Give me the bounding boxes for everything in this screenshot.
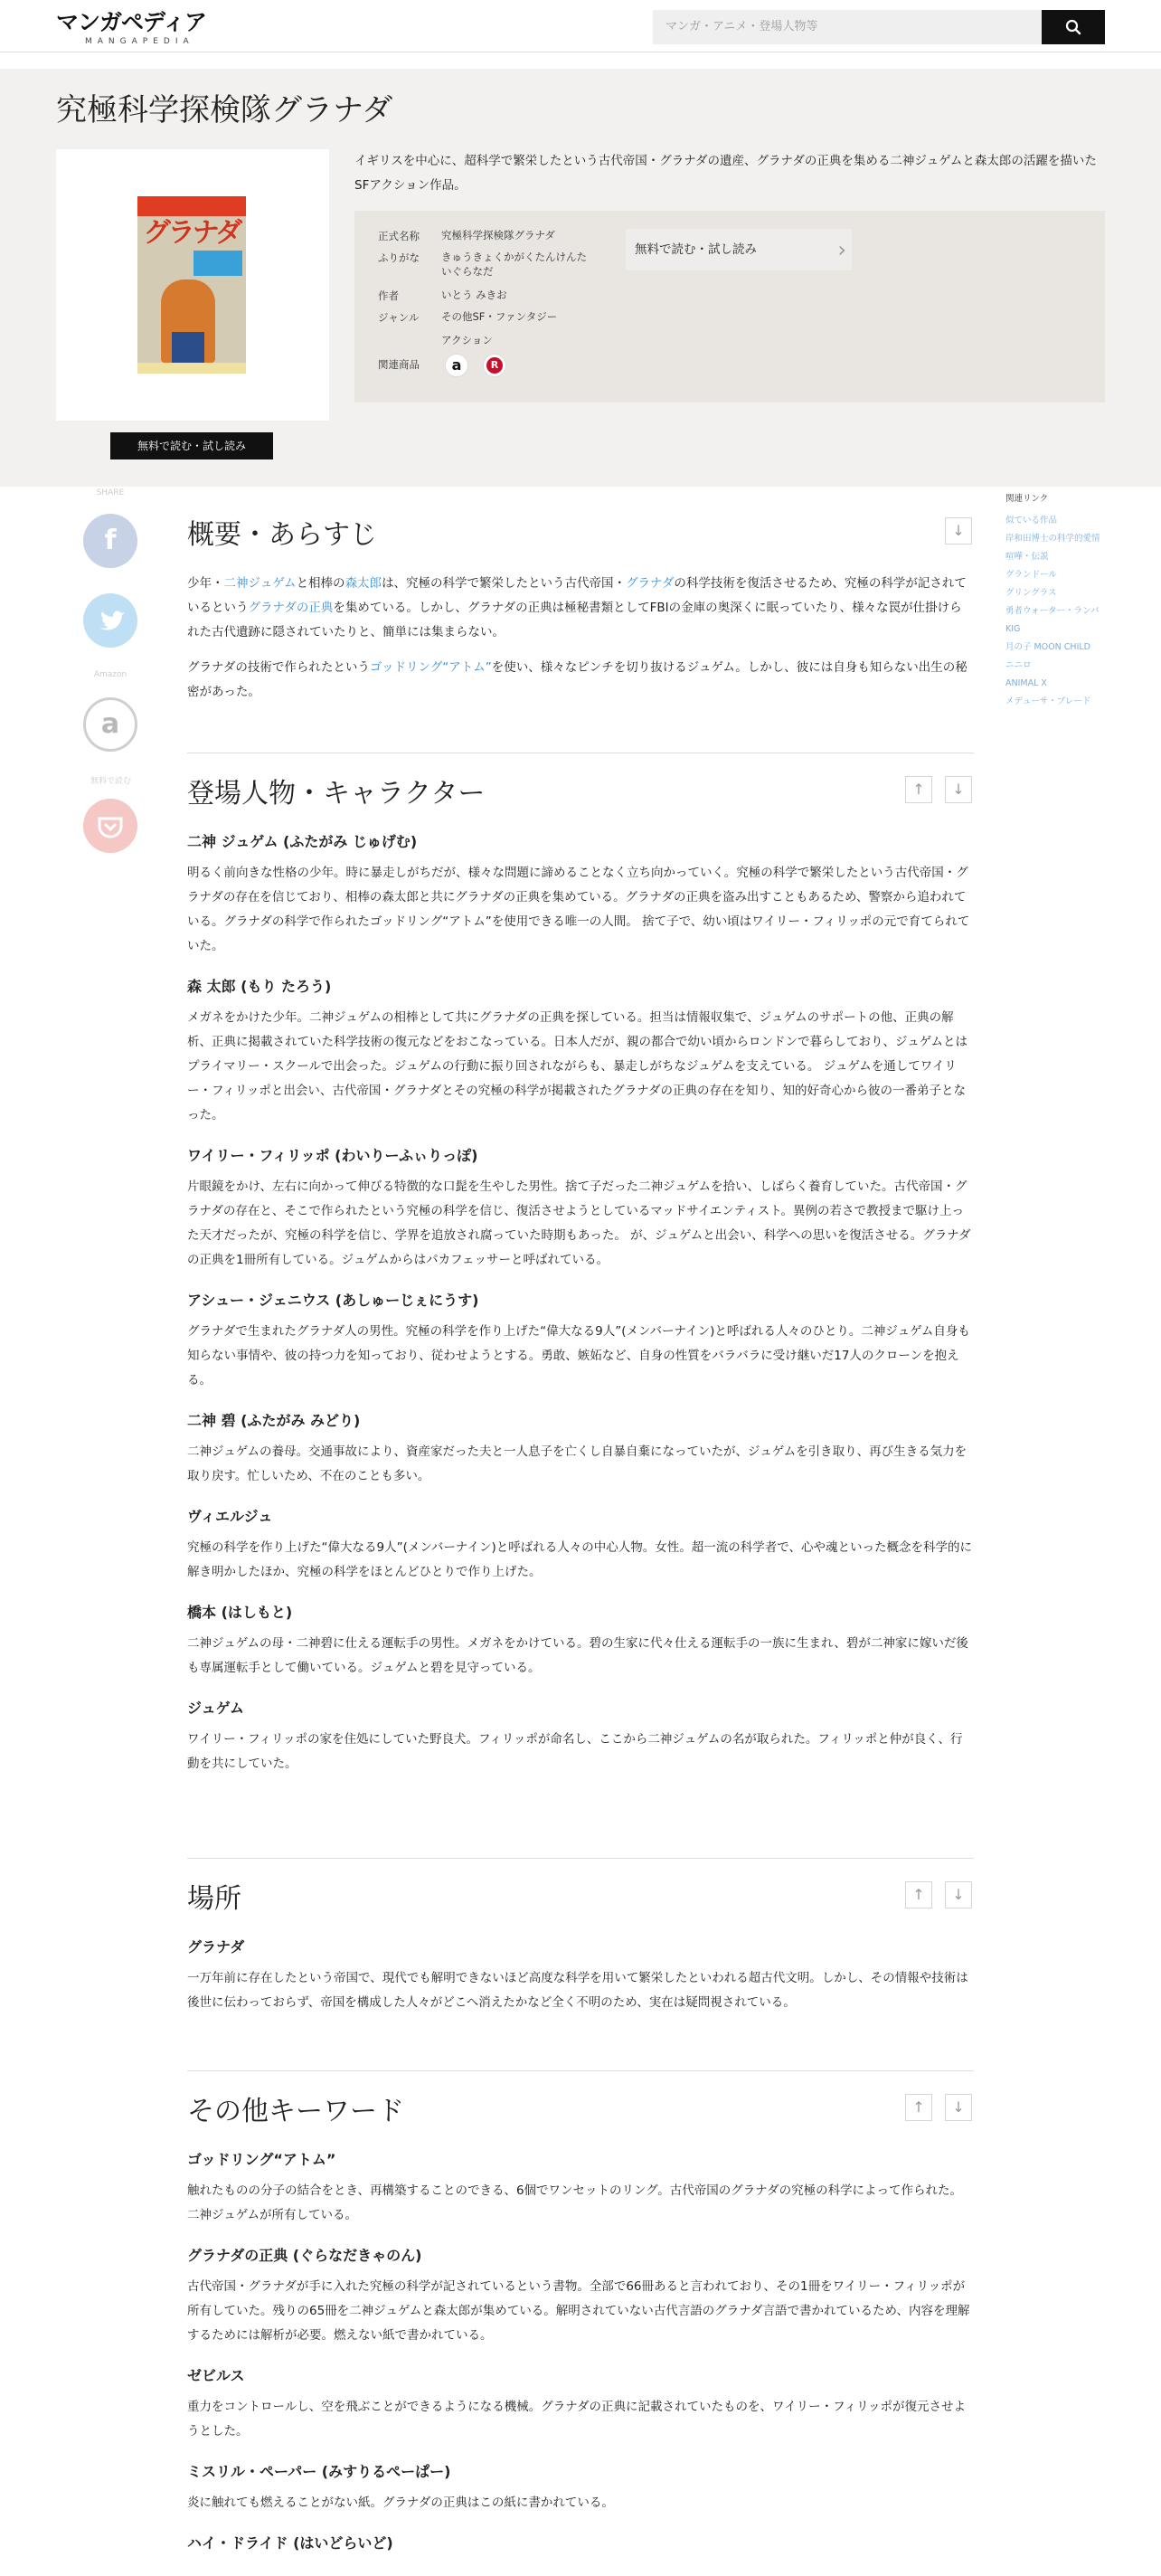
- arrow-down-icon: ↓: [952, 781, 965, 798]
- scroll-down-button[interactable]: [945, 776, 972, 803]
- cover-band: [194, 251, 242, 276]
- place-name: グラナダ: [187, 1938, 245, 1956]
- character-description: 究極の科学を作り上げた“偉大なる9人”(メンバーナイン)と呼ばれる人々の中心人物。女性。超一流の科学者で、心や魂といった概念を科学的に解き明かしたほか、究極の科学をほとんどひとりで作り上げた。: [187, 1540, 972, 1579]
- character-entry: [187, 1699, 974, 1776]
- keyword-name: ハイ・ドライド (はいどらいど): [187, 2534, 393, 2552]
- character-entry: [187, 1603, 974, 1681]
- keyword-entry: [187, 2246, 974, 2348]
- text-run: グラナダの技術で作られたという: [187, 660, 370, 675]
- cover-title: グラナダ: [143, 217, 241, 249]
- keyword-description: 古代帝国・グラナダが手に入れた究極の科学が記されているという書物。全部で66冊あると言われており、その1冊をワイリー・フィリッポが所有していた。残りの65冊を二神ジュゲムと森太郎が集めている。解明されていない古代言語のグラナダ言語で書かれているため、内容を理解するためには解析が必要。燃えない紙で書かれている。: [187, 2279, 970, 2343]
- keyword-name: ミスリル・ペーパー (みすりるぺーぱー): [187, 2463, 451, 2480]
- related-link[interactable]: 似ている作品: [1005, 516, 1058, 526]
- keywords-heading: その他キーワード: [187, 2096, 404, 2127]
- genre-link-sf[interactable]: その他SF・ファンタジー: [441, 310, 558, 323]
- character-entry: [187, 1507, 974, 1585]
- character-name: ワイリー・フィリッポ (わいりーふぃりっぽ): [187, 1147, 478, 1164]
- share-label: SHARE: [96, 488, 125, 497]
- logo-text: マンガペディア: [56, 9, 207, 35]
- keyword-name: グラナダの正典 (ぐらなだきゃのん): [187, 2247, 422, 2264]
- arrow-down-icon: ↓: [952, 522, 965, 539]
- character-entry: [187, 1411, 974, 1489]
- section-divider: [187, 1858, 974, 1859]
- keyword-entry: [187, 2533, 974, 2553]
- kana-value-2: いぐらなだ: [441, 265, 494, 278]
- text-run: 少年・: [187, 576, 224, 591]
- places-heading: 場所: [187, 1883, 241, 1915]
- formal-name-label: 正式名称: [378, 230, 420, 242]
- character-list: [187, 832, 974, 1776]
- keyword-name: ゼビルス: [187, 2367, 245, 2384]
- keyword-entry: [187, 2462, 974, 2515]
- amazon-icon[interactable]: a: [445, 354, 468, 377]
- cover-frame: [56, 149, 329, 421]
- character-name: 森 太郎 (もり たろう): [187, 978, 332, 995]
- pocket-icon: [83, 799, 137, 853]
- related-link[interactable]: グランドール: [1005, 570, 1057, 580]
- character-name: ヴィエルジュ: [187, 1508, 273, 1525]
- info-panel: [354, 211, 1105, 402]
- character-description: ワイリー・フィリッポの家を住処にしていた野良犬。フィリッポが命名し、ここから二神ジュゲムの名が取られた。フィリッポと仲が良く、行動を共にしていた。: [187, 1732, 963, 1771]
- keyword-entry: [187, 2150, 974, 2228]
- cover-image[interactable]: [137, 196, 246, 374]
- arrow-up-icon: ↑: [912, 2098, 925, 2116]
- character-name: 二神 ジュゲム (ふたがみ じゅげむ): [187, 833, 418, 850]
- related-link[interactable]: メデューサ・ブレード: [1005, 696, 1091, 706]
- author-label: 作者: [378, 289, 399, 302]
- read-free-button[interactable]: 無料で読む・試し読み: [110, 432, 273, 459]
- character-entry: [187, 977, 974, 1128]
- twitter-bird-icon: [83, 593, 137, 648]
- summary-paragraph-1: [187, 572, 974, 645]
- free-read-label: 無料で読む・試し読み: [635, 242, 757, 257]
- site-header: [0, 0, 1161, 52]
- scroll-down-button[interactable]: [945, 517, 972, 545]
- author-link[interactable]: いとう みきお: [441, 289, 507, 301]
- character-description: 二神ジュゲムの養母。交通事故により、資産家だった夫と一人息子を亡くし自暴自棄になっていたが、ジュゲムを引き取り、再び生きる気力を取り戻す。忙しいため、不在のことも多い。: [187, 1444, 968, 1483]
- genre-label: ジャンル: [378, 311, 420, 324]
- keyword-description: 炎に触れても燃えることがない紙。グラナダの正典はこの紙に書かれている。: [187, 2496, 614, 2510]
- character-description: 明るく前向きな性格の少年。時に暴走しがちだが、様々な問題に諦めることなく立ち向かっていく。究極の科学で繁栄したという古代帝国・グラナダの存在を信じており、相棒の森太郎と共にグラナダの正典を集めている。グラナダの正典を盗み出すこともあるため、警察から追われている。グラナダの科学で作られたゴッドリング“アトム”を使用できる唯一の人間。 捨て子で、幼い頃はワイリー・フィリッポの元で育てられていた。: [187, 866, 970, 953]
- characters-section: [187, 776, 974, 1795]
- inline-link[interactable]: 森太郎: [345, 576, 382, 591]
- arrow-down-icon: ↓: [952, 2098, 965, 2116]
- character-description: グラナダで生まれたグラナダ人の男性。究極の科学を作り上げた“偉大なる9人”(メンバーナイン)と呼ばれる人々のひとり。二神ジュゲム自身も知らない事情や、彼の持つ力を知っており、従わせようとする。勇敢、嫉妬など、自身の性質をバラバラに受け継いだ17人のクローンを抱える。: [187, 1324, 970, 1387]
- related-link[interactable]: 喧嘩・伝説: [1005, 552, 1049, 562]
- inline-link[interactable]: ゴッドリング“アトム”: [369, 660, 492, 675]
- character-name: 橋本 (はしもと): [187, 1604, 293, 1621]
- twitter-share-button[interactable]: [83, 593, 137, 648]
- kana-label: ふりがな: [378, 251, 420, 264]
- site-logo[interactable]: [56, 9, 237, 45]
- scroll-up-button[interactable]: [905, 776, 932, 803]
- chevron-right-icon: ›: [837, 237, 846, 262]
- character-entry: [187, 1146, 974, 1273]
- scroll-down-button[interactable]: [945, 1881, 972, 1908]
- character-description: 二神ジュゲムの母・二神碧に仕える運転手の男性。メガネをかけている。碧の生家に代々仕える運転手の一族に生まれ、碧が二神家に嫁いだ後も専属運転手として働いている。ジュゲムと碧を見守っている。: [187, 1636, 968, 1675]
- keyword-entry: [187, 2366, 974, 2444]
- amazon-share-label: Amazon: [93, 670, 127, 679]
- summary-paragraph-2: [187, 656, 974, 705]
- character-description: メガネをかけた少年。二神ジュゲムの相棒として共にグラナダの正典を探している。担当は情報収集で、ジュゲムのサポートの他、正典の解析、正典に掲載されていた科学技術の復元などをおこなっている。日本人だが、親の都合で幼い頃からロンドンで暮らしており、ジュゲムとはプライマリー・スクールで出会った。ジュゲムの行動に振り回されながらも、暴走しがちなジュゲムを支えている。 ジュゲムを通してワイリー・フィリッポと出会い、古代帝国・グラナダとその究極の科学が掲載されたグラナダの正典の存在を知り、知的好奇心から彼の一番弟子となった。: [187, 1010, 968, 1122]
- keywords-section: [187, 2094, 974, 2571]
- pocket-button[interactable]: [83, 799, 137, 853]
- arrow-down-icon: ↓: [952, 1886, 965, 1903]
- related-link[interactable]: グリングラス: [1005, 588, 1057, 598]
- work-lead: イギリスを中心に、超科学で繁栄したという古代帝国・グラナダの遺産、グラナダの正典を集める二神ジュゲムと森太郎の活躍を描いたSFアクション作品。: [354, 154, 1097, 193]
- places-section: [187, 1881, 974, 2033]
- cover-character-legs: [172, 332, 204, 363]
- genre-link-action[interactable]: アクション: [441, 334, 493, 346]
- characters-heading: 登場人物・キャラクター: [187, 778, 486, 810]
- free-share-label: 無料で読む: [90, 777, 132, 786]
- text-run: を使い、様々なピンチを切り抜けるジュゲム。しかし、彼には自身も知らない出生の秘密があった。: [187, 660, 968, 699]
- facebook-icon: f: [104, 525, 117, 556]
- logo-subtext: MANGAPEDIA: [85, 37, 194, 46]
- text-run: は、究極の科学で繁栄したという古代帝国・: [382, 576, 627, 591]
- scroll-up-button[interactable]: [905, 2094, 932, 2121]
- character-name: 二神 碧 (ふたがみ みどり): [187, 1412, 361, 1429]
- arrow-up-icon: ↑: [912, 781, 925, 798]
- inline-link[interactable]: 二神ジュゲム: [223, 576, 297, 591]
- facebook-share-button[interactable]: [83, 514, 137, 568]
- arrow-up-icon: ↑: [912, 1886, 925, 1903]
- kana-value-1: きゅうきょくかがくたんけんた: [441, 251, 587, 263]
- cover-strip: [137, 196, 246, 216]
- amazon-share-button[interactable]: [83, 697, 137, 752]
- text-run: を集めている。しかし、グラナダの正典は極秘書類としてFBIの金庫の奥深くに眠っていたり、様々な罠が仕掛けられた古代遺跡に隠されていたりと、簡単には集まらない。: [187, 601, 962, 639]
- keyword-description: 重力をコントロールし、空を飛ぶことができるようになる機械。グラナダの正典に記載されていたものを、ワイリー・フィリッポが復元させようとした。: [187, 2400, 967, 2439]
- summary-heading: 概要・あらすじ: [187, 519, 377, 551]
- character-name: アシュー・ジェニウス (あしゅーじぇにうす): [187, 1292, 479, 1309]
- keyword-name: ゴッドリング“アトム”: [187, 2151, 336, 2168]
- formal-name-value: 究極科学探検隊グラナダ: [441, 229, 555, 242]
- character-name: ジュゲム: [187, 1700, 244, 1717]
- place-entry: [187, 1937, 974, 2015]
- related-link[interactable]: 岸和田博士の科学的愛情: [1005, 534, 1100, 544]
- search-input[interactable]: マンガ・アニメ・登場人物等: [653, 10, 1042, 44]
- inline-link[interactable]: グラナダの正典: [248, 601, 334, 615]
- place-list: [187, 1937, 974, 2015]
- related-link[interactable]: ANIMAL X: [1005, 678, 1047, 688]
- related-links-title: 関連リンク: [1005, 494, 1049, 504]
- free-read-link[interactable]: [626, 229, 852, 270]
- page-title: 究極科学探検隊グラナダ: [56, 92, 393, 128]
- related-link[interactable]: 勇者ウォーター・ランバ: [1005, 606, 1100, 616]
- place-description: 一万年前に存在したという帝国で、現代でも解明できないほど高度な科学を用いて繁栄したといわれる超古代文明。しかし、その情報や技術は後世に伝わっておらず、帝国を構成した人々がどこへ消えたかなど全く不明のため、実在は疑問視されている。: [187, 1971, 968, 2010]
- scroll-up-button[interactable]: [905, 1881, 932, 1908]
- amazon-logo-icon: a: [100, 708, 120, 740]
- character-entry: [187, 832, 974, 959]
- related-link[interactable]: 月の子 MOON CHILD: [1005, 642, 1090, 652]
- goods-label: 関連商品: [378, 358, 420, 371]
- character-entry: [187, 1291, 974, 1393]
- cover-footer: [137, 363, 246, 374]
- related-link[interactable]: KIG: [1005, 624, 1021, 634]
- search-button[interactable]: [1042, 10, 1105, 44]
- section-divider: [187, 2070, 974, 2071]
- related-links-list: [1005, 515, 1114, 714]
- character-description: 片眼鏡をかけ、左右に向かって伸びる特徴的な口髭を生やした男性。捨て子だった二神ジュゲムを拾い、しばらく養育していた。古代帝国・グラナダの存在と、そこで作られたという究極の科学を信じ、復活させようとしているマッドサイエンティスト。異例の若さで教授まで駆け上った天才だったが、究極の科学を信じ、学界を追放され腐っていた時期もあった。 が、ジュゲムと出会い、科学への思いを復活させる。グラナダの正典を1冊所有している。ジュゲムからはパカフェッサーと呼ばれている。: [187, 1179, 971, 1267]
- summary-section: [187, 517, 974, 705]
- rakuten-icon[interactable]: R: [483, 354, 506, 377]
- related-link[interactable]: ニニロ: [1005, 660, 1032, 670]
- inline-link[interactable]: グラナダ: [626, 576, 675, 591]
- search-icon: [1065, 19, 1081, 35]
- scroll-down-button[interactable]: [945, 2094, 972, 2121]
- keyword-list: [187, 2150, 974, 2553]
- text-run: の科学技術を復活させるため、究極の科学が記されているという: [187, 576, 967, 615]
- keyword-description: 触れたものの分子の結合をとき、再構築することのできる、6個でワンセットのリング。古代帝国のグラナダの究極の科学によって作られた。二神ジュゲムが所有している。: [187, 2183, 963, 2222]
- text-run: と相棒の: [296, 576, 345, 591]
